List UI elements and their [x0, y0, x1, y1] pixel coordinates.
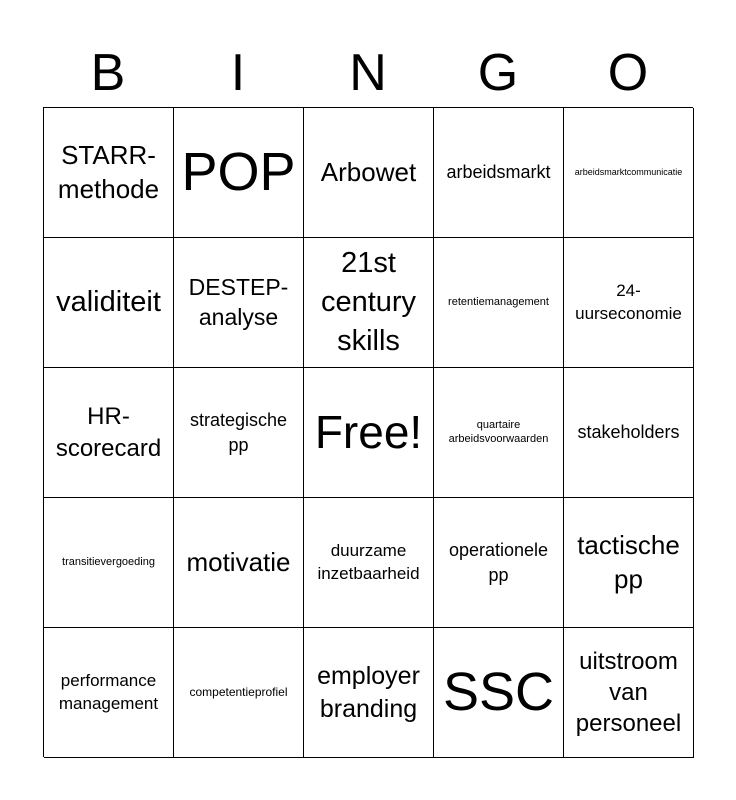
cell-label: motivatie	[186, 546, 291, 577]
bingo-cell[interactable]	[174, 238, 304, 368]
header-letter-g: G	[477, 44, 519, 102]
cell-label: transitievergoeding	[62, 555, 155, 568]
cell-label: 21st century skills	[320, 246, 417, 358]
cell-label: retentiemanagement	[448, 295, 549, 308]
cell-label: operationele pp	[448, 540, 549, 585]
cell-label: validiteit	[56, 285, 161, 318]
cell-label: employer branding	[317, 662, 420, 723]
bingo-cell[interactable]	[564, 368, 694, 498]
cell-label: uitstroom van personeel	[575, 647, 682, 738]
cell-label: arbeidsmarkt	[446, 162, 551, 183]
cell-label: duurzame inzetbaarheid	[317, 540, 420, 583]
cell-label: SSC	[442, 661, 555, 722]
bingo-cell[interactable]	[174, 498, 304, 628]
bingo-cell[interactable]	[434, 628, 564, 758]
bingo-cell[interactable]	[434, 498, 564, 628]
cell-label: Free!	[314, 406, 423, 459]
bingo-cell[interactable]	[44, 238, 174, 368]
cell-label: arbeidsmarktcommunicatie	[574, 167, 683, 178]
cell-label: Arbowet	[320, 156, 417, 187]
bingo-cell[interactable]	[434, 368, 564, 498]
cell-label: stakeholders	[577, 422, 680, 443]
bingo-cell[interactable]	[564, 108, 694, 238]
bingo-cell[interactable]	[564, 628, 694, 758]
bingo-cell[interactable]	[304, 238, 434, 368]
cell-label: tactische pp	[577, 529, 680, 594]
bingo-cell[interactable]	[304, 498, 434, 628]
bingo-cell[interactable]	[44, 498, 174, 628]
bingo-header	[43, 40, 693, 106]
bingo-cell[interactable]	[564, 238, 694, 368]
header-letter-i: I	[230, 44, 246, 102]
bingo-cell[interactable]	[304, 108, 434, 238]
header-letter-b: B	[90, 44, 126, 102]
bingo-cell[interactable]	[44, 628, 174, 758]
bingo-cell[interactable]	[174, 108, 304, 238]
cell-label: 24-uurseconomie	[575, 280, 682, 323]
bingo-cell[interactable]	[174, 628, 304, 758]
bingo-cell[interactable]	[174, 368, 304, 498]
header-letter-o: O	[607, 44, 649, 102]
header-letter-n: N	[349, 44, 387, 102]
bingo-cell[interactable]	[434, 108, 564, 238]
cell-label: strategische pp	[189, 410, 288, 455]
cell-label: DESTEP-analyse	[188, 273, 289, 330]
cell-label: quartaire arbeidsvoorwaarden	[448, 418, 549, 445]
bingo-cell[interactable]	[434, 238, 564, 368]
cell-label: POP	[181, 141, 296, 202]
cell-label: performance management	[58, 670, 159, 713]
free-space-cell[interactable]	[304, 368, 434, 498]
bingo-card-grid	[43, 107, 693, 757]
cell-label: competentieprofiel	[189, 685, 288, 699]
bingo-cell[interactable]	[44, 368, 174, 498]
bingo-cell[interactable]	[44, 108, 174, 238]
cell-label: HR-scorecard	[55, 403, 162, 462]
bingo-cell[interactable]	[304, 628, 434, 758]
bingo-cell[interactable]	[564, 498, 694, 628]
cell-label: STARR-methode	[57, 139, 160, 204]
